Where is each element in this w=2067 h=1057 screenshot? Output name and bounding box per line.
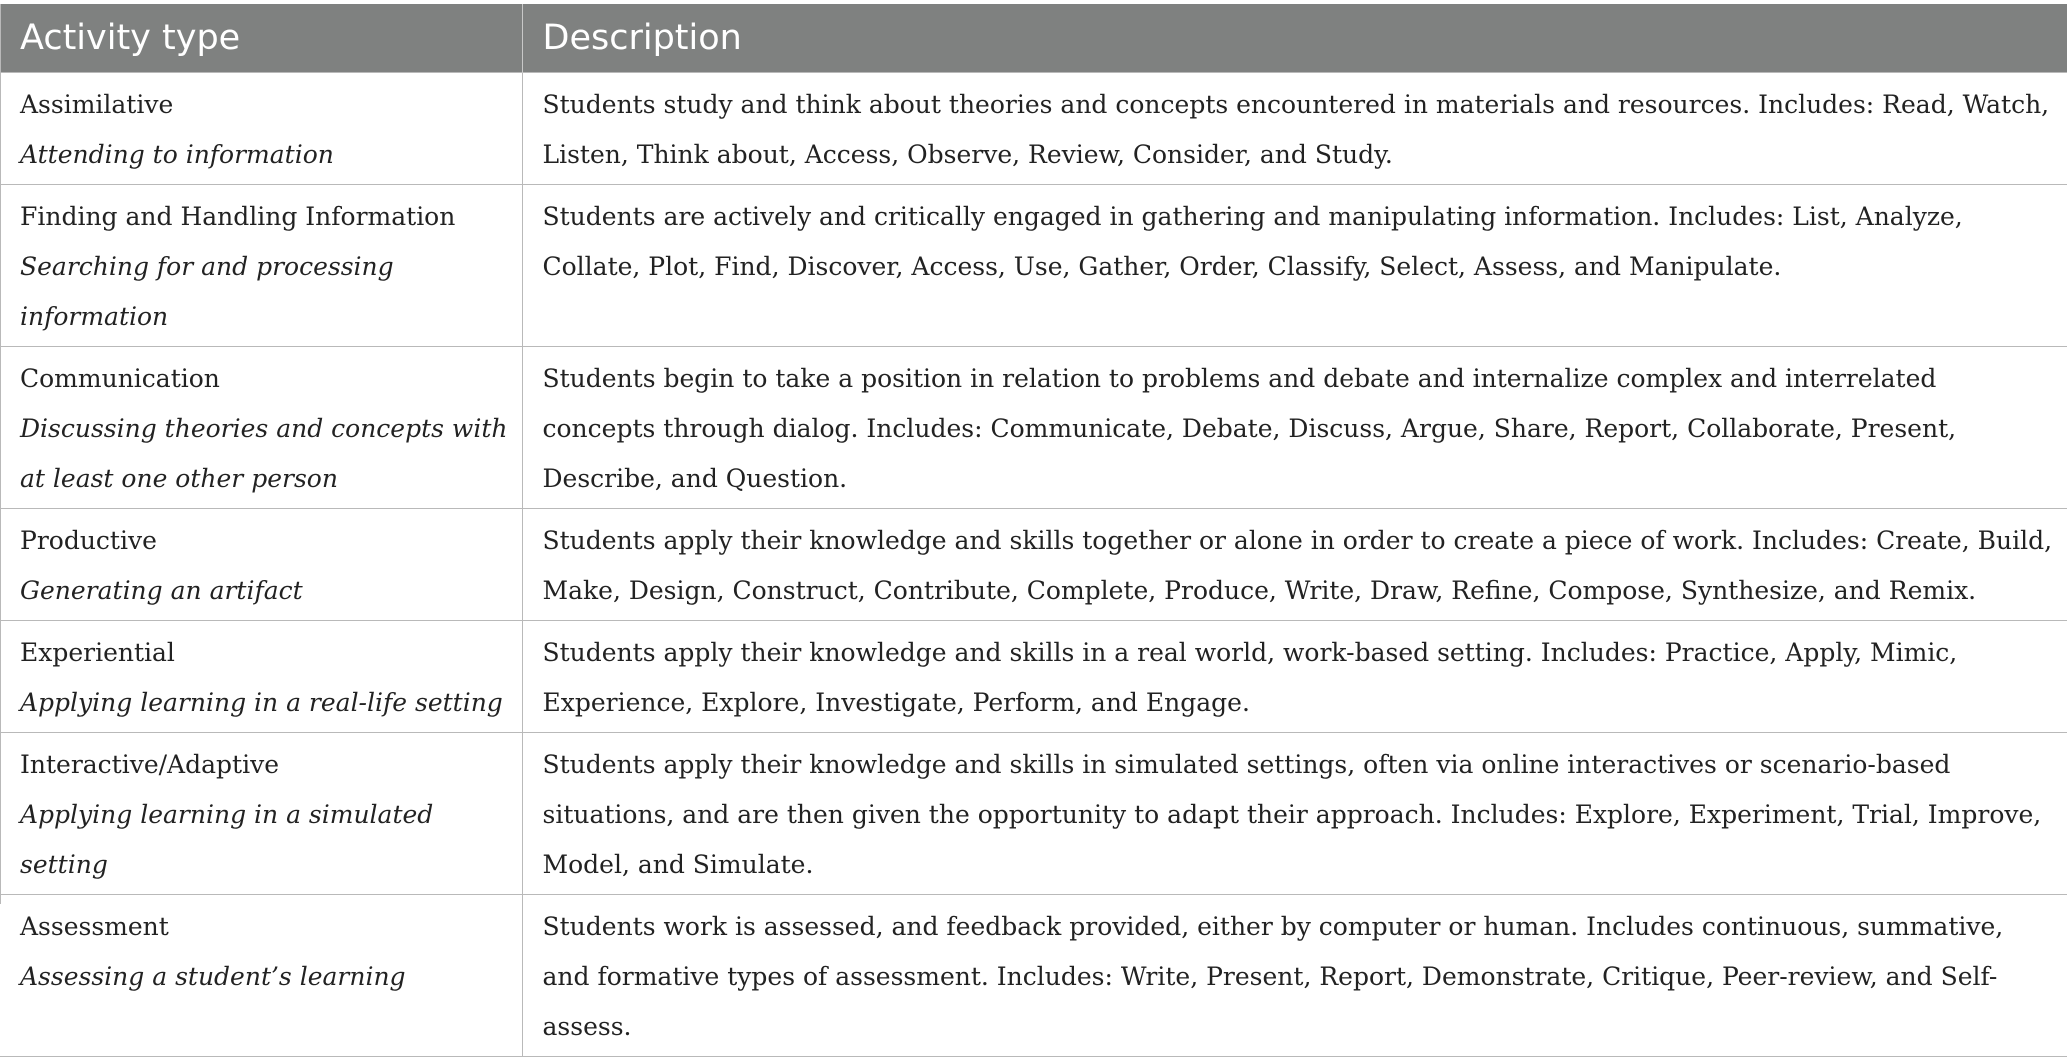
activity-type-name: Interactive/Adaptive bbox=[20, 750, 279, 779]
activity-type-cell bbox=[0, 621, 522, 733]
activity-type-cell bbox=[0, 509, 522, 621]
activity-type-cell bbox=[0, 895, 522, 1057]
activity-type-cell bbox=[0, 347, 522, 509]
table-row bbox=[0, 347, 2067, 509]
header-description: Description bbox=[522, 4, 2067, 73]
activity-description: Students apply their knowledge and skills in a real world, work-based setting. Includes: Practice, Apply, Mimic, Experience, Explore, Investigate, Perform, and Engage. bbox=[522, 621, 2067, 733]
table-row bbox=[0, 73, 2067, 185]
activity-type-cell bbox=[0, 73, 522, 185]
activity-description: Students are actively and critically engaged in gathering and manipulating information. Includes: List, Analyze, Collate, Plot, Find, Discover, Access, Use, Gather, Order, Classify, Select, Assess, and Manipulate. bbox=[522, 185, 2067, 347]
activity-type-subtitle: Attending to information bbox=[20, 140, 334, 169]
table-row bbox=[0, 185, 2067, 347]
activity-description: Students study and think about theories and concepts encountered in materials and resources. Includes: Read, Watch, Listen, Think about, Access, Observe, Review, Consider, and Study. bbox=[522, 73, 2067, 185]
table-row bbox=[0, 509, 2067, 621]
activity-description: Students apply their knowledge and skills in simulated settings, often via online interactives or scenario-based situations, and are then given the opportunity to adapt their approach. Includes: Explore, Experiment, Trial, Improve, Model, and Simulate. bbox=[522, 733, 2067, 895]
activity-types-table bbox=[0, 4, 2067, 1057]
activity-type-subtitle: Searching for and processing information bbox=[20, 252, 394, 331]
activity-type-cell bbox=[0, 185, 522, 347]
activity-type-subtitle: Applying learning in a simulated setting bbox=[20, 800, 434, 879]
activity-description: Students apply their knowledge and skills together or alone in order to create a piece of work. Includes: Create, Build, Make, Design, Construct, Contribute, Complete, Produce, Write, Draw, Refine, Compose, Synthesize, and Remix. bbox=[522, 509, 2067, 621]
activity-description: Students begin to take a position in relation to problems and debate and internalize complex and interrelated concepts through dialog. Includes: Communicate, Debate, Discuss, Argue, Share, Report, Collaborate, Present, Describe, and Question. bbox=[522, 347, 2067, 509]
activity-type-name: Experiential bbox=[20, 638, 175, 667]
activity-description: Students work is assessed, and feedback provided, either by computer or human. Includes continuous, summative, and formative types of assessment. Includes: Write, Present, Report, Demonstrate, Critique, Peer-review, and Self-assess. bbox=[522, 895, 2067, 1057]
activity-type-subtitle: Assessing a student’s learning bbox=[20, 962, 406, 991]
activity-type-name: Communication bbox=[20, 364, 220, 393]
activity-type-name: Assessment bbox=[20, 912, 169, 941]
header-activity-type: Activity type bbox=[0, 4, 522, 73]
activity-type-name: Finding and Handling Information bbox=[20, 202, 456, 231]
table-row bbox=[0, 895, 2067, 1057]
activity-type-name: Productive bbox=[20, 526, 157, 555]
table-row bbox=[0, 621, 2067, 733]
table-header-row bbox=[0, 4, 2067, 73]
activity-type-cell bbox=[0, 733, 522, 895]
activity-type-subtitle: Discussing theories and concepts with at least one other person bbox=[20, 414, 508, 493]
activity-types-table-container bbox=[0, 4, 2067, 1057]
activity-type-subtitle: Applying learning in a real-life setting bbox=[20, 688, 503, 717]
activity-type-subtitle: Generating an artifact bbox=[20, 576, 303, 605]
activity-type-name: Assimilative bbox=[20, 90, 174, 119]
table-row bbox=[0, 733, 2067, 895]
